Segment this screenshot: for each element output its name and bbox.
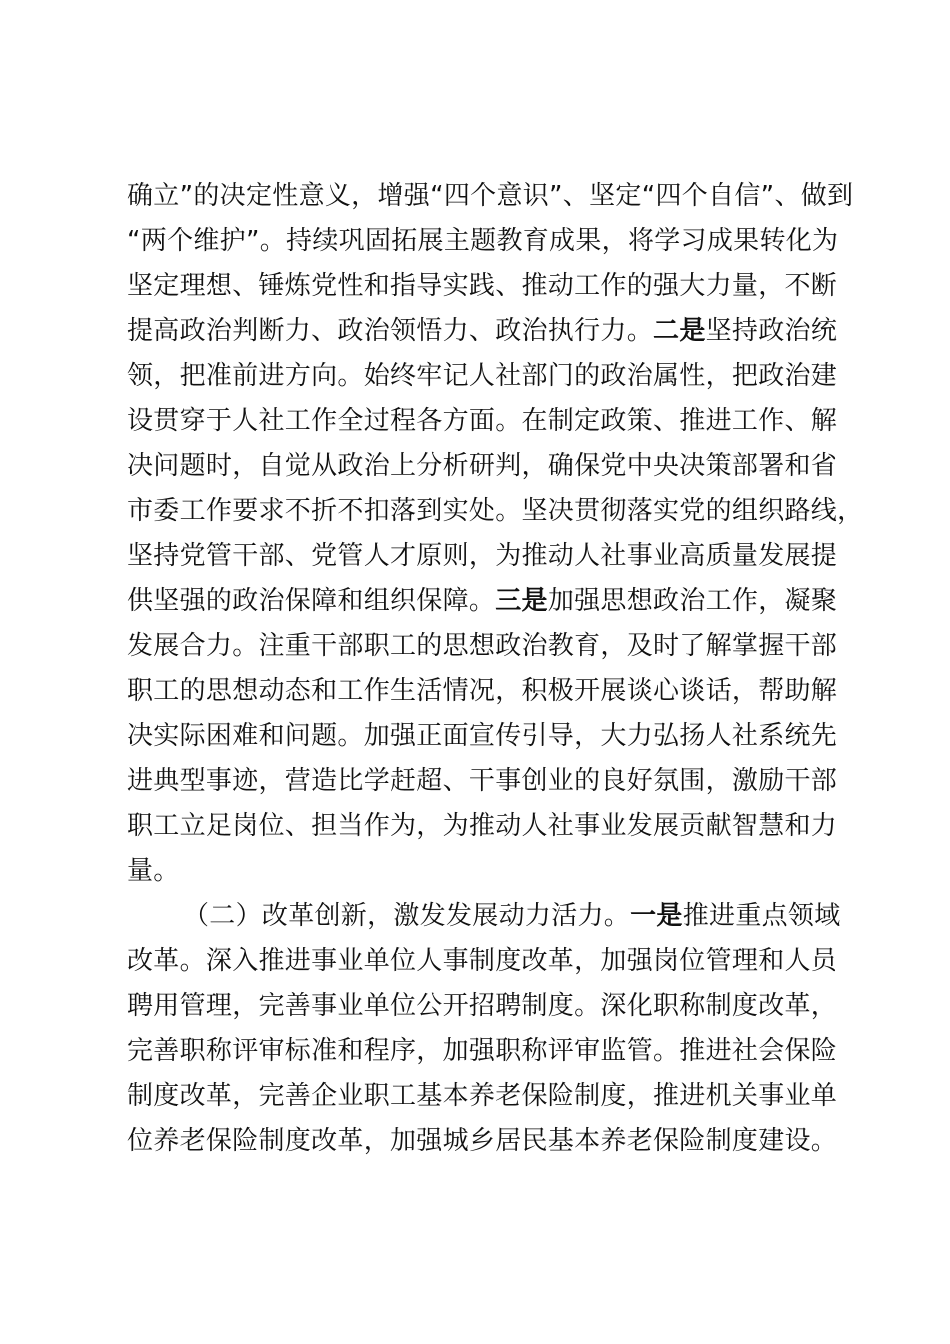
line-text: 位养老保险制度改革，加强城乡居民基本养老保险制度建设。 — [127, 1126, 838, 1156]
paragraph-line — [127, 849, 833, 894]
paragraph-line — [127, 759, 838, 804]
line-text: 决问题时，自觉从政治上分析研判，确保党中央决策部署和省 — [127, 451, 838, 481]
paragraph-line — [127, 894, 841, 939]
line-text: 加强思想政治工作，凝聚 — [547, 586, 838, 616]
line-text: 改革。深入推进事业单位人事制度改革，加强岗位管理和人员 — [127, 946, 838, 976]
paragraph-line — [127, 804, 838, 849]
line-text: 设贯穿于人社工作全过程各方面。在制定政策、推进工作、解 — [127, 406, 838, 436]
paragraph-line — [127, 174, 854, 219]
paragraph-line — [127, 309, 838, 354]
line-text: 制度改革，完善企业职工基本养老保险制度，推进机关事业单 — [127, 1081, 838, 1111]
paragraph-line — [127, 579, 838, 624]
line-text: 进典型事迹，营造比学赶超、干事创业的良好氛围，激励干部 — [127, 766, 838, 796]
paragraph-line — [127, 534, 838, 579]
paragraph-line — [127, 939, 838, 984]
line-text: 聘用管理，完善事业单位公开招聘制度。深化职称制度改革， — [127, 991, 838, 1021]
paragraph-line — [127, 624, 838, 669]
paragraph-line — [127, 399, 838, 444]
paragraph-line — [127, 1029, 838, 1074]
line-text: 坚持政治统 — [705, 316, 838, 346]
paragraph-line — [127, 1074, 838, 1119]
paragraph-line — [127, 489, 864, 534]
line-text: 领，把准前进方向。始终牢记人社部门的政治属性，把政治建 — [127, 361, 838, 391]
line-text: 推进重点领域 — [682, 901, 841, 931]
line-text: 供坚强的政治保障和组织保障。 — [127, 586, 496, 616]
paragraph-line — [127, 264, 838, 309]
section-heading-text: （二）改革创新，激发发展动力活力。 — [183, 901, 631, 931]
line-text: 坚定理想、锤炼党性和指导实践、推动工作的强大力量，不断 — [127, 271, 838, 301]
paragraph-line — [127, 1119, 838, 1164]
line-text: 量。 — [127, 856, 180, 886]
line-text: 职工立足岗位、担当作为，为推动人社事业发展贡献智慧和力 — [127, 811, 838, 841]
paragraph-line — [127, 984, 838, 1029]
line-text: 发展合力。注重干部职工的思想政治教育，及时了解掌握干部 — [127, 631, 838, 661]
line-text: 职工的思想动态和工作生活情况，积极开展谈心谈话，帮助解 — [127, 676, 838, 706]
line-text: 完善职称评审标准和程序，加强职称评审监管。推进社会保险 — [127, 1036, 838, 1066]
line-text: 市委工作要求不折不扣落到实处。坚决贯彻落实党的组织路线， — [127, 496, 864, 526]
paragraph-line — [127, 354, 838, 399]
paragraph-1 — [127, 174, 864, 894]
line-text: 提高政治判断力、政治领悟力、政治执行力。 — [127, 316, 654, 346]
document-body — [127, 174, 864, 1164]
bold-marker: 二是 — [653, 316, 706, 346]
line-text: “两个维护”。持续巩固拓展主题教育成果，将学习成果转化为 — [127, 226, 839, 256]
bold-marker: 一是 — [630, 901, 683, 931]
paragraph-line — [127, 219, 839, 264]
line-text: 确立”的决定性意义，增强“四个意识”、坚定“四个自信”、做到 — [127, 181, 854, 211]
bold-marker: 三是 — [495, 586, 548, 616]
paragraph-line — [127, 714, 838, 759]
line-text: 决实际困难和问题。加强正面宣传引导，大力弘扬人社系统先 — [127, 721, 838, 751]
paragraph-line — [127, 444, 838, 489]
line-text: 坚持党管干部、党管人才原则，为推动人社事业高质量发展提 — [127, 541, 838, 571]
paragraph-2 — [127, 894, 841, 1164]
paragraph-line — [127, 669, 838, 714]
